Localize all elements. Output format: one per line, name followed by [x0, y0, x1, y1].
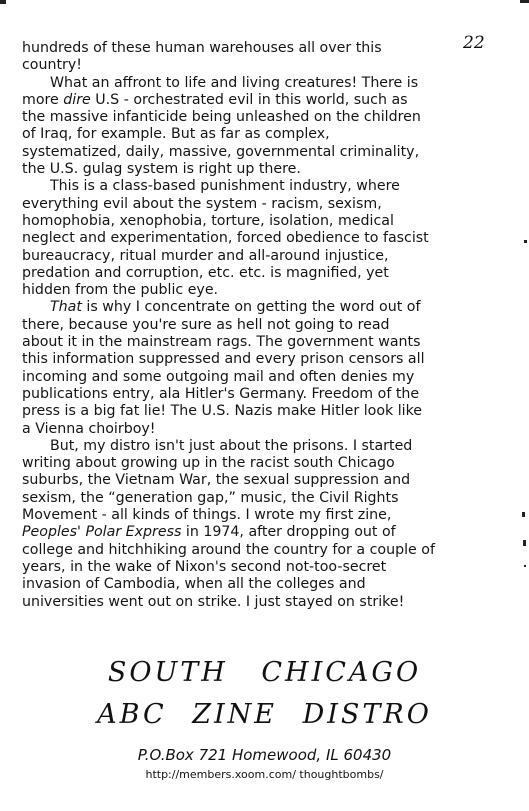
text-line: hundreds of these human warehouses all over this [22, 40, 382, 56]
text-line: What an affront to life and living creatures! There is [50, 74, 419, 91]
text-line: Peoples' Polar Express in 1974, after dropping out of [22, 524, 396, 541]
edge-mark [522, 512, 525, 517]
text-line: about it in the mainstream rags. The government wants [22, 334, 421, 351]
text-line: bureaucracy, ritual murder and all-around injustice, [22, 247, 389, 264]
edge-mark [0, 0, 6, 4]
text-line: writing about growing up in the racist south Chicago [22, 455, 395, 472]
text-line: neglect and experimentation, forced obedience to fascist [22, 230, 429, 247]
text-line: invasion of Cambodia, when all the colleges and [22, 576, 366, 593]
text-line: systematized, daily, massive, governmental criminality, [22, 143, 420, 160]
text-line: sexism, the “generation gap,” music, the Civil Rights [22, 489, 399, 506]
text-line: a Vienna choirboy! [22, 420, 156, 437]
mailing-address: P.O.Box 721 Homewood, IL 60430 [137, 746, 392, 764]
edge-mark [523, 540, 526, 546]
distro-name-line2: ABC ZINE DISTRO [97, 699, 432, 730]
text-line: This is a class-based punishment industry, where [50, 178, 400, 195]
text-line: That is why I concentrate on getting the word out of [50, 299, 421, 316]
text-line: press is a big fat lie! The U.S. Nazis make Hitler look like [22, 403, 423, 420]
edge-mark [524, 565, 526, 567]
text-line: Movement - all kinds of things. I wrote my first zine, [22, 507, 392, 524]
text-line: hidden from the public eye. [22, 282, 219, 299]
text-line: suburbs, the Vietnam War, the sexual suppression and [22, 472, 411, 489]
text-line: this information suppressed and every prison censors all [22, 351, 425, 368]
distro-name-line1: SOUTH CHICAGO [107, 657, 422, 688]
edge-mark [520, 0, 529, 3]
page-number: 22 [463, 33, 485, 53]
text-line: of Iraq, for example. But as far as complex, [22, 126, 330, 143]
text-line: But, my distro isn't just about the prisons. I started [50, 437, 413, 454]
text-line: more dire U.S - orchestrated evil in this world, such as [22, 91, 408, 108]
text-line: everything evil about the system - racism, sexism, [22, 195, 382, 212]
text-line: years, in the wake of Nixon's second not-too-secret [22, 558, 387, 575]
text-line: the U.S. gulag system is right up there. [22, 161, 301, 178]
text-line: incoming and some outgoing mail and often denies my [22, 368, 415, 385]
text-line: predation and corruption, etc. etc. is magnified, yet [22, 264, 389, 281]
edge-mark [524, 240, 527, 243]
text-line: homophobia, xenophobia, torture, isolation, medical [22, 212, 394, 229]
text-line: publications entry, ala Hitler's Germany. Freedom of the [22, 385, 420, 402]
text-line: country! [22, 57, 82, 74]
text-line: college and hitchhiking around the country for a couple of [22, 541, 435, 558]
website-url: http://members.xoom.com/ thoughtbombs/ [145, 768, 384, 781]
text-line: the massive infanticide being unleashed on the children [22, 109, 421, 126]
text-line: there, because you're sure as hell not going to read [22, 316, 390, 333]
text-line: universities went out on strike. I just stayed on strike! [22, 593, 405, 610]
body-text [22, 40, 522, 611]
